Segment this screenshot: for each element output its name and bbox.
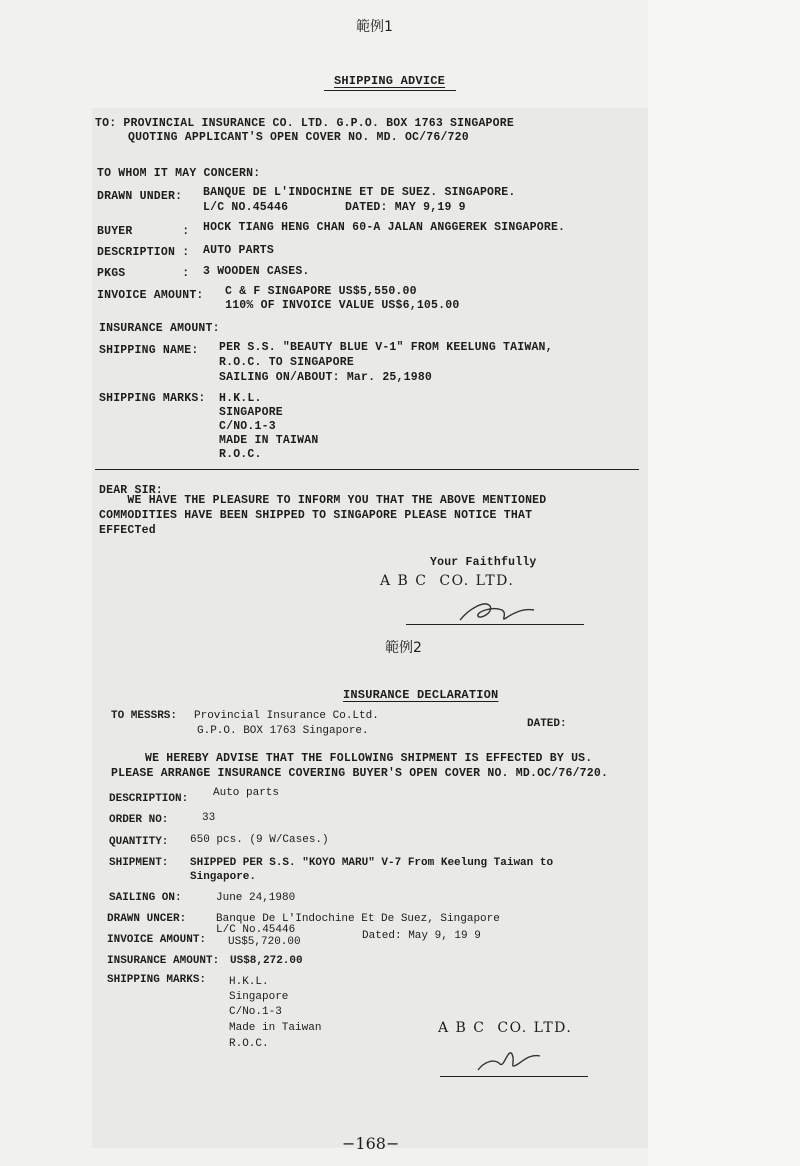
field-value: 110% OF INVOICE VALUE US$6,105.00 <box>218 299 460 312</box>
shipping-mark: H.K.L. <box>219 392 262 405</box>
body-line: WE HEREBY ADVISE THAT THE FOLLOWING SHIPMENT IS EFFECTED BY US. <box>145 752 593 765</box>
field-label: INSURANCE AMOUNT: <box>99 322 220 335</box>
field-value: SAILING ON/ABOUT: Mar. 25,1980 <box>219 371 433 384</box>
order-label: ORDER NO: <box>109 814 169 826</box>
company-name: A B C CO. LTD. <box>380 573 515 589</box>
closing-line: Your Faithfully <box>430 556 537 569</box>
description-value: Auto parts <box>213 787 280 799</box>
to-messrs-line-1: Provincial Insurance Co.Ltd. <box>194 710 379 722</box>
drawn-value: Banque De L'Indochine Et De Suez, Singapore <box>216 913 500 925</box>
field-value: C & F SINGAPORE US$5,550.00 <box>225 285 417 298</box>
field-value: 3 WOODEN CASES. <box>203 265 310 278</box>
invoice-value: US$5,720.00 <box>228 936 301 948</box>
to-line-2: QUOTING APPLICANT'S OPEN COVER NO. MD. OC/76/720 <box>128 131 469 144</box>
order-value: 33 <box>202 812 216 824</box>
field-label: INVOICE AMOUNT: <box>97 289 204 302</box>
sailing-label: SAILING ON: <box>109 892 182 904</box>
field-label: SHIPPING NAME: <box>99 344 199 357</box>
salutation: DEAR SIR: <box>99 484 163 497</box>
field-value: R.O.C. TO SINGAPORE <box>219 356 354 369</box>
field-value: PER S.S. "BEAUTY BLUE V-1" FROM KEELUNG TAIWAN, <box>219 341 553 354</box>
shipment-label: SHIPMENT: <box>109 857 169 869</box>
shipping-advice-title: SHIPPING ADVICE <box>334 74 446 88</box>
field-label: SHIPPING MARKS: <box>99 392 206 405</box>
field-label: DESCRIPTION : <box>97 246 190 259</box>
shipping-mark: R.O.C. <box>219 448 262 461</box>
to-line-1: TO: PROVINCIAL INSURANCE CO. LTD. G.P.O. BOX 1763 SINGAPORE <box>95 117 514 130</box>
insurance-label: INSURANCE AMOUNT: <box>107 955 220 967</box>
shipping-mark: C/NO.1-3 <box>219 420 276 433</box>
quantity-value: 650 pcs. (9 W/Cases.) <box>190 834 329 846</box>
drawn-label: DRAWN UNCER: <box>107 913 187 925</box>
signature-2 <box>470 1040 560 1076</box>
body-line: WE HAVE THE PLEASURE TO INFORM YOU THAT THE ABOVE MENTIONED <box>99 494 547 507</box>
to-messrs-line-2: G.P.O. BOX 1763 Singapore. <box>197 725 369 737</box>
insurance-declaration-title: INSURANCE DECLARATION <box>343 688 499 702</box>
body-line: EFFECTed <box>99 524 156 537</box>
sailing-value: June 24,1980 <box>216 892 296 904</box>
shipment-line: Singapore. <box>190 871 257 883</box>
field-label: PKGS : <box>97 267 190 280</box>
example1-heading: 範例1 <box>356 19 393 35</box>
body-line: PLEASE ARRANGE INSURANCE COVERING BUYER'S OPEN COVER NO. MD.OC/76/720. <box>111 767 609 780</box>
marks-label: SHIPPING MARKS: <box>107 974 207 986</box>
insurance-value: US$8,272.00 <box>230 955 303 967</box>
lc-value: L/C No.45446 <box>216 924 296 936</box>
field-value: BANQUE DE L'INDOCHINE ET DE SUEZ. SINGAPORE. <box>203 186 516 199</box>
dated-label: DATED: <box>527 718 567 730</box>
page-number: −168− <box>342 1134 400 1153</box>
shipping-mark: Singapore <box>229 991 289 1003</box>
shipping-mark: C/No.1-3 <box>229 1006 282 1018</box>
page-margin <box>648 0 800 1166</box>
body-line: COMMODITIES HAVE BEEN SHIPPED TO SINGAPORE PLEASE NOTICE THAT <box>99 509 533 522</box>
field-value: AUTO PARTS <box>203 244 275 257</box>
dated-value: Dated: May 9, 19 9 <box>362 930 481 942</box>
field-value: HOCK TIANG HENG CHAN 60-A JALAN ANGGEREK SINGAPORE. <box>203 221 566 234</box>
shipping-mark: H.K.L. <box>229 976 269 988</box>
shipping-mark: Made in Taiwan <box>229 1022 322 1034</box>
description-label: DESCRIPTION: <box>109 793 189 805</box>
field-label: DRAWN UNDER: <box>97 190 183 203</box>
shipping-mark: R.O.C. <box>229 1038 269 1050</box>
shipping-mark: SINGAPORE <box>219 406 283 419</box>
separator-line <box>95 469 639 470</box>
photocopy-shade <box>92 108 648 1148</box>
shipment-line: SHIPPED PER S.S. "KOYO MARU" V-7 From Keelung Taiwan to <box>190 857 554 869</box>
signature-line <box>406 624 584 625</box>
title-underline <box>324 90 456 91</box>
concern-line: TO WHOM IT MAY CONCERN: <box>97 167 261 180</box>
signature-line <box>440 1076 588 1077</box>
field-label: BUYER : <box>97 225 190 238</box>
to-messrs-label: TO MESSRS: <box>111 710 178 722</box>
company-name: A B C CO. LTD. <box>438 1020 573 1036</box>
shipping-mark: MADE IN TAIWAN <box>219 434 319 447</box>
quantity-label: QUANTITY: <box>109 836 169 848</box>
example2-heading: 範例2 <box>385 640 422 656</box>
invoice-label: INVOICE AMOUNT: <box>107 934 207 946</box>
field-value: L/C NO.45446 DATED: MAY 9,19 9 <box>203 201 466 214</box>
